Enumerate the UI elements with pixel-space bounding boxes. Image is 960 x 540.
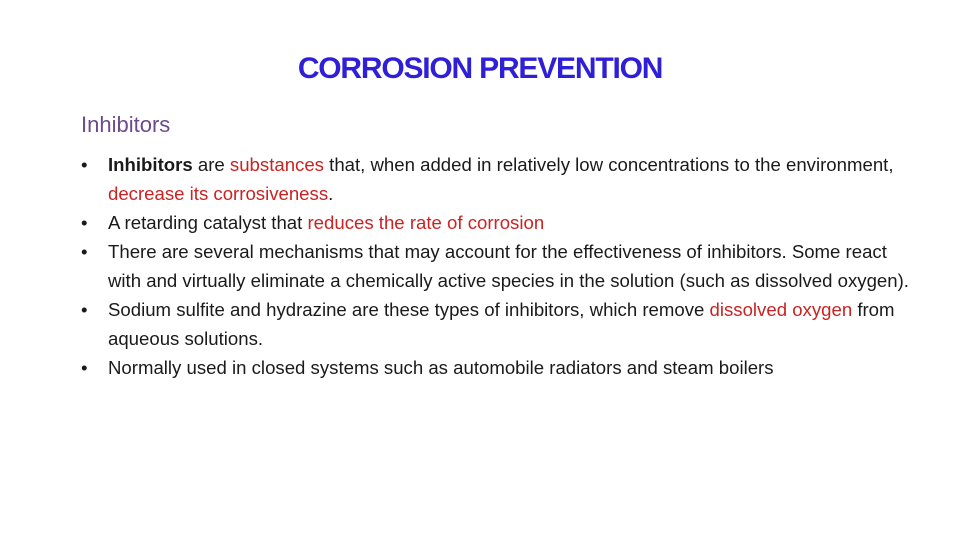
bullet-marker: • <box>81 299 88 320</box>
highlight-decrease-corrosiveness: decrease its corrosiveness <box>108 183 329 204</box>
bullet-item-5 <box>81 353 911 382</box>
bullet-item-3 <box>81 237 911 295</box>
bullet-marker: • <box>81 241 88 262</box>
highlight-dissolved-oxygen: dissolved oxygen <box>709 299 853 320</box>
bullet-item-2 <box>81 208 911 237</box>
bullet-item-4 <box>81 295 911 353</box>
bullet-text: Sodium sulfite and hydrazine are these types of inhibitors, which remove <box>108 299 710 320</box>
bullet-marker: • <box>81 212 88 233</box>
bullet-marker: • <box>81 154 88 175</box>
bullet-text: are <box>192 154 230 175</box>
highlight-substances: substances <box>229 154 324 175</box>
bullet-text: Normally used in closed systems such as automobile radiators and steam boilers <box>108 357 774 378</box>
bullet-text: from aqueous solutions. <box>108 299 895 349</box>
bullet-marker: • <box>81 357 88 378</box>
bullet-list <box>81 150 911 382</box>
bullet-text: A retarding catalyst that <box>108 212 308 233</box>
bullet-text: There are several mechanisms that may account for the effectiveness of inhibitors. Some react with and virtually eliminate a chemically active species in the solution (such as dissolved oxygen). <box>108 241 909 291</box>
slide-title: CORROSION PREVENTION <box>297 52 663 85</box>
slide-subtitle: Inhibitors <box>81 112 171 137</box>
bullet-text: that, when added in relatively low concentrations to the environment, <box>323 154 894 175</box>
bullet-item-1 <box>81 150 911 208</box>
bullet-text: . <box>328 183 334 204</box>
highlight-reduces-rate: reduces the rate of corrosion <box>307 212 545 233</box>
term-inhibitors: Inhibitors <box>108 154 193 175</box>
